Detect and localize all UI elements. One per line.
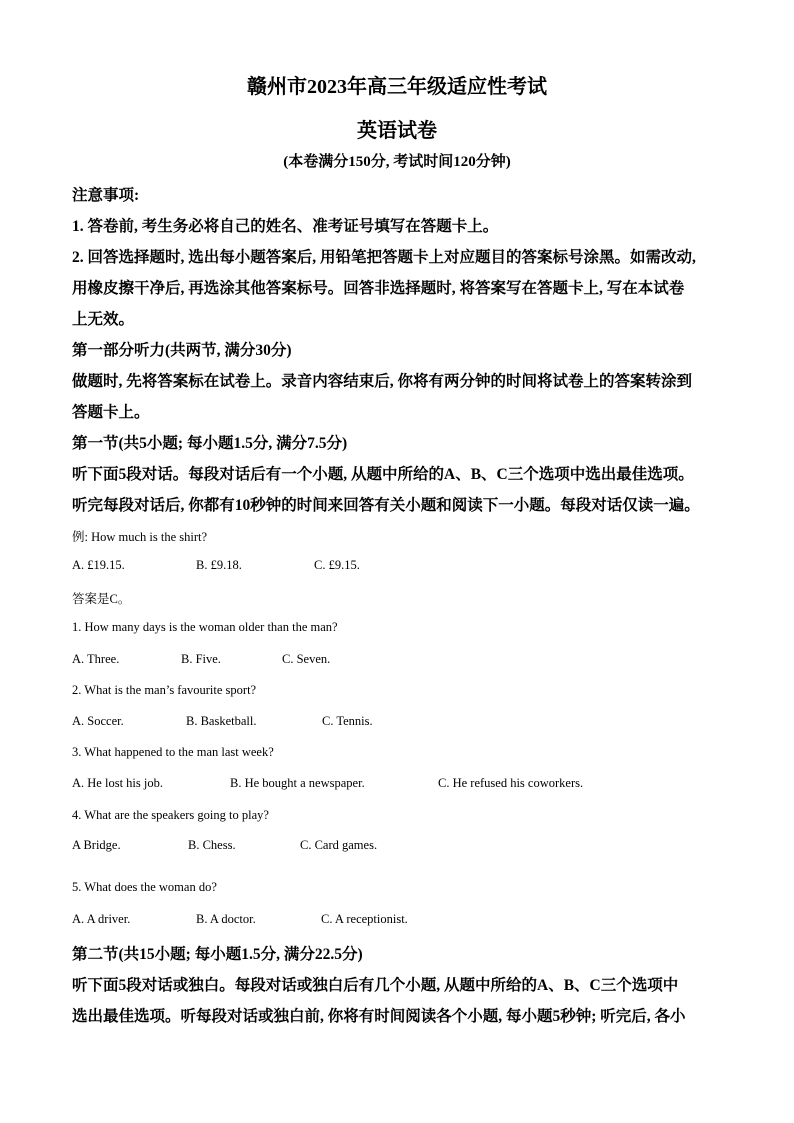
- section1-heading: 第一节(共5小题; 每小题1.5分, 满分7.5分): [72, 435, 348, 452]
- question-3-option-b: B. He bought a newspaper.: [230, 776, 365, 790]
- question-4: 4. What are the speakers going to play?: [72, 808, 269, 822]
- example-option-a: A. £19.15.: [72, 558, 125, 572]
- question-5: 5. What does the woman do?: [72, 880, 217, 894]
- question-2-option-a: A. Soccer.: [72, 714, 124, 728]
- section2-intro-line-1: 听下面5段对话或独白。每段对话或独白后有几个小题, 从题中所给的A、B、C三个选项中: [72, 977, 679, 994]
- question-1: 1. How many days is the woman older than the man?: [72, 620, 338, 634]
- question-2: 2. What is the man’s favourite sport?: [72, 683, 257, 697]
- part1-intro-line-1: 做题时, 先将答案标在试卷上。录音内容结束后, 你将有两分钟的时间将试卷上的答案转涂到: [72, 373, 693, 390]
- exam-meta: (本卷满分150分, 考试时间120分钟): [283, 154, 511, 170]
- paper-subject: 英语试卷: [357, 120, 437, 142]
- part1-intro-line-2: 答题卡上。: [72, 404, 150, 421]
- question-1-option-a: A. Three.: [72, 652, 120, 666]
- example-option-c: C. £9.15.: [314, 558, 360, 572]
- question-1-option-c: C. Seven.: [282, 652, 331, 666]
- question-5-option-a: A. A driver.: [72, 912, 131, 926]
- exam-title: 赣州市2023年高三年级适应性考试: [247, 76, 547, 98]
- question-5-option-b: B. A doctor.: [196, 912, 256, 926]
- question-3-option-c: C. He refused his coworkers.: [438, 776, 584, 790]
- question-4-option-a: A Bridge.: [72, 838, 121, 852]
- section1-intro-line-1: 听下面5段对话。每段对话后有一个小题, 从题中所给的A、B、C三个选项中选出最佳选项。: [72, 466, 694, 483]
- example-option-b: B. £9.18.: [196, 558, 242, 572]
- notes-item-2-line-2: 用橡皮擦干净后, 再选涂其他答案标号。回答非选择题时, 将答案写在答题卡上, 写在本试卷: [72, 280, 685, 297]
- notes-item-2-line-3: 上无效。: [72, 311, 135, 328]
- question-3-option-a: A. He lost his job.: [72, 776, 163, 790]
- question-1-option-b: B. Five.: [181, 652, 221, 666]
- question-4-option-b: B. Chess.: [188, 838, 236, 852]
- section1-intro-line-2: 听完每段对话后, 你都有10秒钟的时间来回答有关小题和阅读下一小题。每段对话仅读一遍。: [72, 497, 700, 514]
- question-3: 3. What happened to the man last week?: [72, 745, 274, 759]
- question-2-option-c: C. Tennis.: [322, 714, 373, 728]
- part1-heading: 第一部分听力(共两节, 满分30分): [72, 342, 292, 359]
- question-5-option-c: C. A receptionist.: [321, 912, 408, 926]
- section2-heading: 第二节(共15小题; 每小题1.5分, 满分22.5分): [72, 946, 363, 963]
- question-4-option-c: C. Card games.: [300, 838, 378, 852]
- notes-item-1: 1. 答卷前, 考生务必将自己的姓名、准考证号填写在答题卡上。: [72, 218, 499, 235]
- question-2-option-b: B. Basketball.: [186, 714, 257, 728]
- notes-heading: 注意事项:: [72, 187, 140, 204]
- example-answer: 答案是C。: [72, 592, 131, 606]
- section2-intro-line-2: 选出最佳选项。听每段对话或独白前, 你将有时间阅读各个小题, 每小题5秒钟; 听完后, 各小: [72, 1008, 686, 1025]
- example-question: 例: How much is the shirt?: [72, 530, 208, 544]
- notes-item-2-line-1: 2. 回答选择题时, 选出每小题答案后, 用铅笔把答题卡上对应题目的答案标号涂黑。如需改动,: [72, 249, 696, 266]
